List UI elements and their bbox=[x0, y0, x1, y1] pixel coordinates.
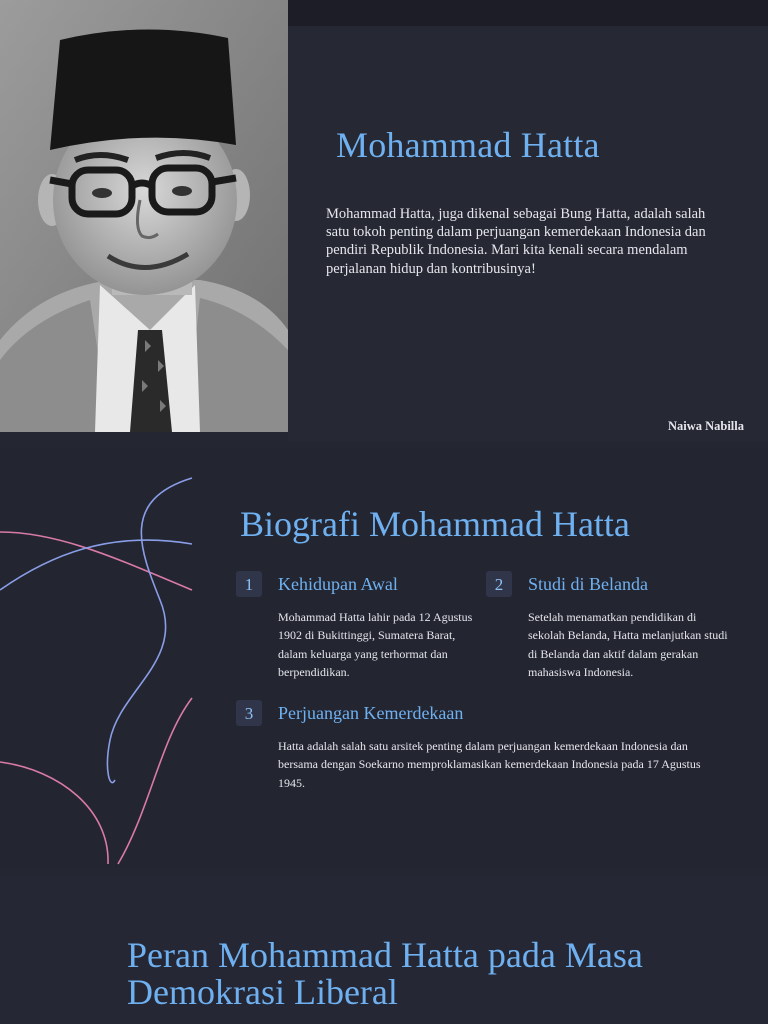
item-text: Mohammad Hatta lahir pada 12 Agustus 1902 di Bukittinggi, Sumatera Barat, dalam keluarga yang terhormat dan berpendidikan. bbox=[278, 610, 473, 680]
item-number-badge: 1 bbox=[236, 571, 262, 597]
author-name: Naiwa Nabilla bbox=[667, 419, 744, 433]
portrait-photo bbox=[0, 0, 288, 432]
intro-paragraph: Mohammad Hatta, juga dikenal sebagai Bung Hatta, adalah salah satu tokoh penting dalam perjuangan kemerdekaan Indonesia dan pendiri Republik Indonesia. Mari kita kenali secara mendalam perjalanan hidup dan kontribusinya! bbox=[326, 206, 706, 277]
item-title: Perjuangan Kemerdekaan bbox=[278, 703, 464, 723]
item-text: Hatta adalah salah satu arsitek penting dalam perjuangan kemerdekaan Indonesia dan bersama dengan Soekarno memproklamasikan kemerdekaan Indonesia pada 17 Agustus 1945. bbox=[278, 739, 701, 790]
item-text: Setelah menamatkan pendidikan di sekolah Belanda, Hatta melanjutkan studi di Belanda dan aktif dalam gerakan mahasiswa Indonesia. bbox=[528, 610, 728, 680]
decorative-curves bbox=[0, 470, 200, 870]
section-title: Biografi Mohammad Hatta bbox=[240, 504, 630, 544]
page-title: Mohammad Hatta bbox=[336, 125, 600, 165]
item-title: Studi di Belanda bbox=[528, 574, 648, 594]
item-number-badge: 3 bbox=[236, 700, 262, 726]
item-number-badge: 2 bbox=[486, 571, 512, 597]
top-bar bbox=[288, 0, 768, 26]
section-title: Peran Mohammad Hatta pada Masa Demokrasi Liberal bbox=[127, 935, 643, 1012]
item-title: Kehidupan Awal bbox=[278, 574, 398, 594]
